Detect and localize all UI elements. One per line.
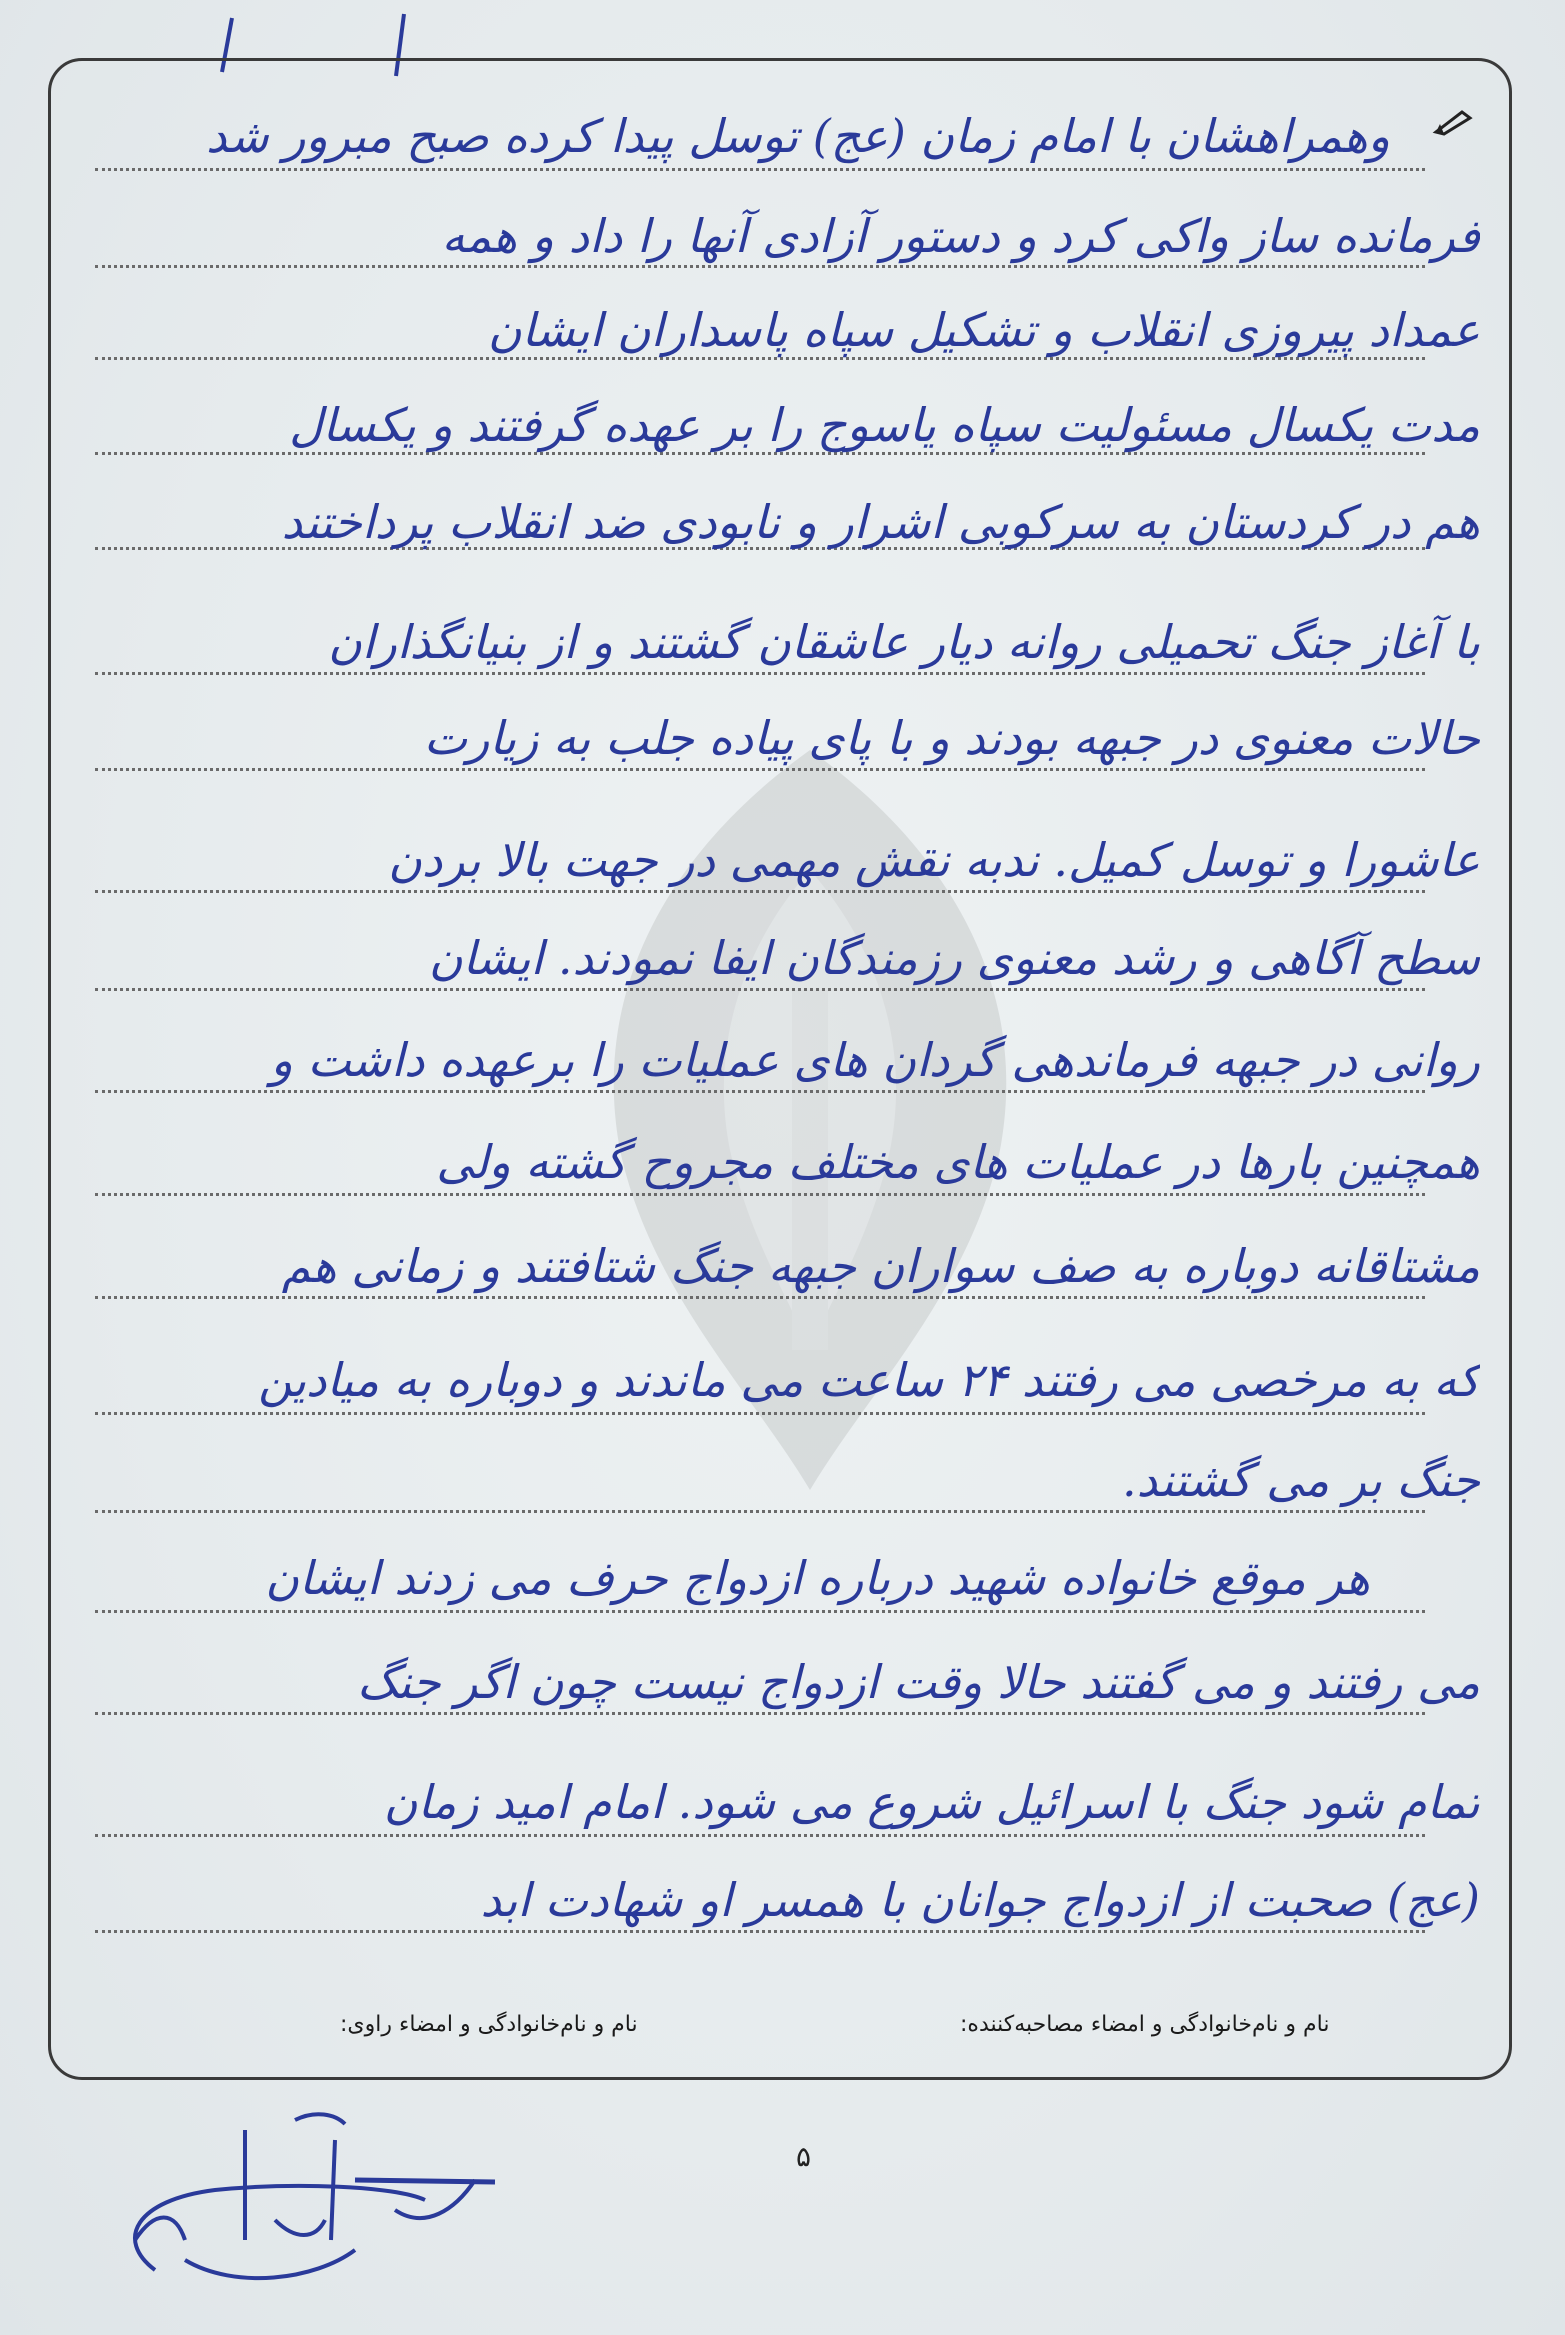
handwritten-line: فرمانده ساز واکی کرد و دستور آزادی آنها را داد و همه: [441, 209, 1480, 263]
handwritten-line: (عج) صحبت از ازدواج جوانان با همسر او شهادت ابد: [480, 1873, 1480, 1927]
handwritten-line: وهمراهشان با امام زمان (عج) توسل پیدا کرده صبح مبرور شد: [205, 109, 1390, 163]
handwritten-line: عاشورا و توسل کمیل. ندبه نقش مهمی در جهت بالا بردن: [388, 833, 1480, 887]
narrator-signature-label: نام و نام‌خانوادگی و امضاء راوی:: [340, 2012, 638, 2037]
handwritten-line: سطح آگاهی و رشد معنوی رزمندگان ایفا نمودند. ایشان: [428, 931, 1480, 985]
interviewer-signature-label: نام و نام‌خانوادگی و امضاء مصاحبه‌کننده:: [960, 2012, 1330, 2037]
narrator-signature: [95, 2090, 555, 2305]
handwritten-line: با آغاز جنگ تحمیلی روانه دیار عاشقان گشتند و از بنیانگذاران: [328, 615, 1480, 669]
handwritten-line: که به مرخصی می رفتند ۲۴ ساعت می ماندند و دوباره به میادین: [258, 1353, 1480, 1407]
handwritten-line: تمام شود جنگ با اسرائیل شروع می شود. امام امید زمان: [383, 1775, 1480, 1829]
page-number: ۵: [796, 2140, 812, 2173]
handwritten-line: مشتاقانه دوباره به صف سواران جبهه جنگ شتافتند و زمانی هم: [281, 1239, 1480, 1293]
handwritten-line: می رفتند و می گفتند حالا وقت ازدواج نیست چون اگر جنگ: [357, 1655, 1480, 1709]
handwritten-line: هم در کردستان به سرکوبی اشرار و نابودی ضد انقلاب پرداختند: [281, 495, 1480, 549]
handwritten-line: روانی در جبهه فرماندهی گردان های عملیات را برعهده داشت و: [270, 1033, 1480, 1087]
handwritten-line: همچنین بارها در عملیات های مختلف مجروح گشته ولی: [436, 1135, 1480, 1189]
handwritten-line: هر موقع خانواده شهید درباره ازدواج حرف می زدند ایشان: [265, 1551, 1370, 1605]
handwritten-line: حالات معنوی در جبهه بودند و با پای پیاده جلب به زیارت: [423, 711, 1480, 765]
handwritten-line: عمداد پیروزی انقلاب و تشکیل سپاه پاسداران ایشان: [487, 303, 1480, 357]
handwritten-line: جنگ بر می گشتند.: [1122, 1453, 1480, 1507]
handwritten-line: مدت یکسال مسئولیت سپاه یاسوج را بر عهده گرفتند و یکسال: [289, 398, 1480, 452]
